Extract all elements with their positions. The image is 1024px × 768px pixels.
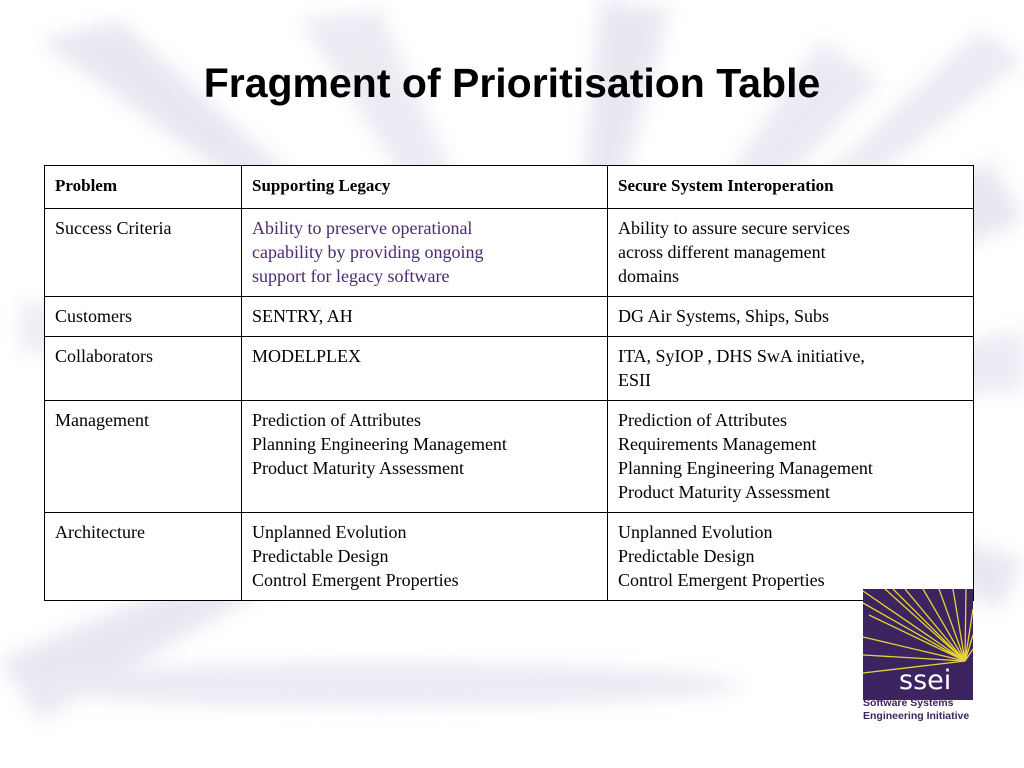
cell-line: Planning Engineering Management	[252, 434, 507, 454]
cell-line: DG Air Systems, Ships, Subs	[618, 306, 830, 326]
logo-wordmark: ssei	[899, 665, 952, 696]
cell-interop	[608, 297, 974, 337]
cell-line: Planning Engineering Management	[618, 458, 873, 478]
cell-line: capability by providing ongoing	[252, 242, 484, 262]
cell-line: SENTRY, AH	[252, 306, 353, 326]
cell-line: support for legacy software	[252, 266, 450, 286]
cell-legacy	[242, 513, 608, 601]
table-row-management	[45, 401, 974, 513]
cell-line: Predictable Design	[618, 546, 755, 566]
row-label: Customers	[45, 297, 242, 337]
cell-interop	[608, 401, 974, 513]
cell-line: Ability to preserve operational	[252, 218, 473, 238]
row-label: Success Criteria	[45, 209, 242, 297]
logo-caption-line1: Software Systems	[863, 697, 954, 709]
cell-line: Unplanned Evolution	[252, 522, 407, 542]
cell-legacy	[242, 401, 608, 513]
header-secure-system-interoperation: Secure System Interoperation	[608, 166, 974, 209]
table-row-success-criteria	[45, 209, 974, 297]
cell-line: Unplanned Evolution	[618, 522, 773, 542]
cell-line: Control Emergent Properties	[618, 570, 825, 590]
table-row-architecture	[45, 513, 974, 601]
table-header-row	[45, 166, 974, 209]
row-label: Architecture	[45, 513, 242, 601]
logo-mark	[863, 589, 973, 700]
header-problem: Problem	[45, 166, 242, 209]
cell-line: Product Maturity Assessment	[252, 458, 464, 478]
cell-line: domains	[618, 266, 679, 286]
cell-line: Predictable Design	[252, 546, 389, 566]
cell-line: MODELPLEX	[252, 346, 361, 366]
cell-line: ITA, SyIOP , DHS SwA initiative,	[618, 346, 865, 366]
table-row-collaborators	[45, 337, 974, 401]
cell-line: Requirements Management	[618, 434, 817, 454]
slide-title: Fragment of Prioritisation Table	[203, 60, 821, 106]
cell-line: Prediction of Attributes	[252, 410, 421, 430]
row-label: Collaborators	[45, 337, 242, 401]
cell-legacy	[242, 209, 608, 297]
logo-caption-line2: Engineering Initiative	[863, 710, 970, 722]
cell-line: Ability to assure secure services	[618, 218, 850, 238]
cell-interop	[608, 513, 974, 601]
table-row-customers	[45, 297, 974, 337]
header-supporting-legacy: Supporting Legacy	[242, 166, 608, 209]
ssei-logo	[863, 589, 973, 732]
cell-interop	[608, 337, 974, 401]
cell-legacy	[242, 297, 608, 337]
cell-line: Prediction of Attributes	[618, 410, 787, 430]
cell-line: Product Maturity Assessment	[618, 482, 830, 502]
prioritisation-table	[44, 165, 974, 601]
row-label: Management	[45, 401, 242, 513]
cell-line: Control Emergent Properties	[252, 570, 459, 590]
cell-line: ESII	[618, 370, 651, 390]
logo-caption	[863, 697, 975, 723]
cell-legacy	[242, 337, 608, 401]
cell-interop	[608, 209, 974, 297]
cell-line: across different management	[618, 242, 826, 262]
